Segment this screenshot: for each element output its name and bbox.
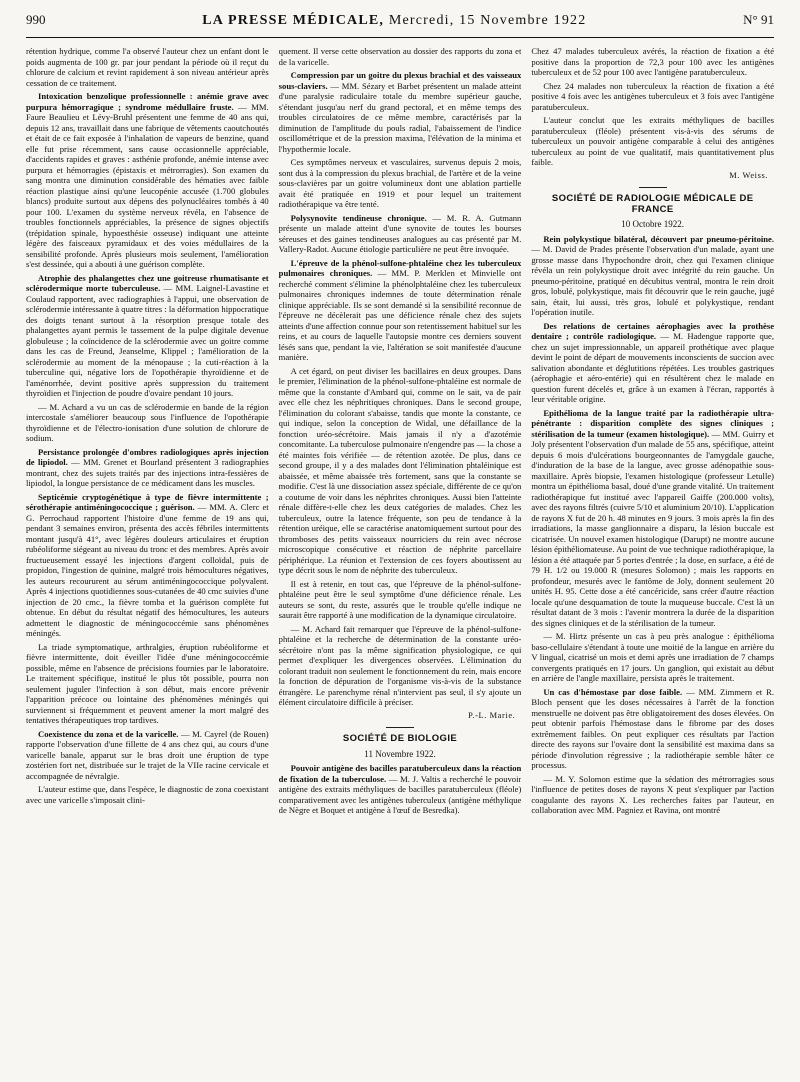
paragraph <box>26 46 269 88</box>
paragraph-text: Il est à retenir, en tout cas, que l'épreuve de la phénol-sulfone-phtaléine peut être le seul symptôme d'une déficience rénale. Les auteurs se sont, du reste, assurés que le trouble qu'elle indique ne saurait être rapporté à une modification de la dynamique circulatoire. <box>278 578 522 620</box>
paragraph-heading: Atrophie des phalangettes chez une goitreuse rhumatisante et sclérodermique morte tuberculeuse. <box>26 272 269 293</box>
paragraph-heading: Coexistence du zona et de la varicelle. <box>38 728 179 739</box>
paragraph <box>531 687 774 771</box>
paragraph-text: — M. Hirtz présente un cas à peu près analogue : épithélioma baso-cellulaire s'étendant à toute une moitié de la langue en arrière du V lingual, cicatrisé un mois et demi après une irradiation de 7 champs convergents pratiqués en 17 jours. Un ganglion, qui existait au début en arrière de l'angle maxillaire, persista après le traitement. <box>531 631 774 683</box>
paragraph <box>531 234 774 318</box>
paragraph <box>531 46 774 78</box>
paragraph <box>26 729 269 782</box>
paragraph-heading: Polysynovite tendineuse chronique. <box>290 212 427 223</box>
paragraph <box>26 642 269 726</box>
paragraph <box>26 273 269 399</box>
paragraph-heading: Pouvoir antigène des bacilles paratuberculeux dans la réaction de fixation de la tuberculose. <box>278 763 522 784</box>
section-date: 10 Octobre 1922. <box>621 219 685 229</box>
paragraph <box>279 763 522 816</box>
paragraph <box>279 579 522 621</box>
paragraph <box>279 70 522 154</box>
paragraph-text: — M. Hadengue rapporte que, chez un sujet impressionnable, un appareil prothétique avec plaque devint le point de départ de mouvements inconscients de succion avec salivation abondante et déglutitions répétées. Les troubles gastriques (aérophagie et aéro-entérie) qui en résultèrent chez le malade en question furent décelés et, grâce à un examen à l'écran, rapportés à leur véritable origine. <box>531 331 774 404</box>
paragraph-heading: Des relations de certaines aérophagies avec la prothèse dentaire ; contrôle radiologique. <box>531 320 774 341</box>
paragraph-text: Ces symptômes nerveux et vasculaires, survenus depuis 2 mois, sont dus à la compression du plexus brachial, de l'artère et de la veine sous-clavières par un goitre volumineux dont une ablation partielle avait été pratiquée en 1919 et pour lequel un traitement radiothérapique va être tenté. <box>278 157 522 209</box>
paragraph <box>26 784 269 805</box>
column-left <box>26 46 269 1076</box>
paragraph-heading: Septicémie cryptogénétique à type de fièvre intermittente ; sérothérapie antiméningococcique ; guérison. <box>26 491 269 512</box>
paragraph-text: — M. J. Valtis a recherché le pouvoir antigène des extraits méthyliques de bacilles paratuberculeux (fléole) comparativement avec les antigènes tuberculeux (antigène méthylique de Nègre et Boquet et antigène à l'œuf de Besredka). <box>278 773 522 815</box>
paragraph-heading: L'épreuve de la phénol-sulfone-phtaléine chez les tuberculeux pulmonaires chroniques. <box>278 257 522 278</box>
paragraph-text: L'auteur conclut que les extraits méthyliques de bacilles paratuberculeux (fléole) présentent vis-à-vis des sérums de tuberculeux un pouvoir antigène comparable à celui des antigènes tuberculeux au point de vue qualitatif, mais quantitativement plus faible. <box>531 115 774 167</box>
paragraph-text: — MM. Zimmern et R. Bloch pensent que les doses nécessaires à l'arrêt de la fonction menstruelle ne doivent pas être obligatoirement des doses élevées. On peut obtenir parfois l'hémostase dans le fibrome par des doses extrêmement faibles. On peut expliquer ces résultats par l'action directe des rayons sur l'ovaire dont la sensibilité est maxima dans sa période d'involution régressive ; la radiothérapie semble hâter ce processus. <box>531 686 774 770</box>
paragraph-text: — M. David de Prades présente l'observation d'un malade, ayant une grosse masse dans l'hypochondre droit, chez qui l'examen clinique révéla un rein polykystique droit avec intégrité du rein gauche. Un pneumo-péritoine, pratiqué en décubitus ventral, montra le rein droit gros, lobulé, polykystique, mais fit découvrir que le rein gauche, jugé sain, était, lui aussi, très gros, lobulé et polykystique, rendant l'opération inutile. <box>531 244 774 317</box>
paragraph-text: — M. Y. Solomon estime que la sédation des métrorragies sous l'influence de petites doses de rayons X peut s'expliquer par l'action coagulante des rayons X. Les recherches faites par l'auteur, en collaboration avec MM. Pagniez et Ravina, ont montré <box>531 773 774 815</box>
paragraph-heading: Compression par un goitre du plexus brachial et des vaisseaux sous-claviers. <box>278 70 522 91</box>
paragraph-text: — M. R. A. Gutmann présente un malade atteint d'une synovite de toutes les bourses séreuses et des gaines tendineuses analogues au cas présenté par M. Vallery-Radot. Aucune étiologie particulière ne peut être invoquée. <box>278 212 522 254</box>
paragraph <box>279 213 522 255</box>
journal-title-line <box>202 13 586 29</box>
signature: P.-L. Marie. <box>468 710 516 720</box>
article-columns <box>26 46 774 1076</box>
section-date: 11 Novembre 1922. <box>364 748 436 759</box>
paragraph-text: A cet égard, on peut diviser les bacillaires en deux groupes. Dans le premier, l'élimination de la phénol-sulfone-phtaléine est normale de même que la constante d'Ambard qui, comme on le sait, va de pair avec elle chez les néphritiques chroniques. Dans le second groupe, l'élimination du colorant s'abaisse, tandis que monte la constante, ce qui indique, selon la conception de Widal, une défaillance de la fonction uréo-sécrétoire. Mais jamais il n'y a d'azotémie concomitante. La tuberculose pulmonaire n'engendre pas — la chose a été maintes fois vérifiée — de rétention azotée. De plus, dans ce second groupe, il y a des malades dont l'élimination phtaléinique est abaissée, et même abaissée très fortement, sans que la constante se modifie. C'est là une dissociation assez spéciale, différente de ce qu'on a coutume de voir dans les néphrites chroniques. Aussi bien l'atteinte rénale diffère-t-elle chez les deux catégories de malades. Chez les tuberculeux, outre la latence fréquente, son peu de tendance à la rétention uréique, elle se caractérise anatomiquement surtout pour des thromboses des petits vaisseaux nourriciers du rein avec nécrose microscopique consécutive et réaction de néphrite parcellaire périphérique. La réunion et l'extension de ces foyers aboutissent au type décrit sous le nom de néphrite des tuberculeux. <box>278 365 522 575</box>
paragraph <box>531 81 774 113</box>
paragraph <box>26 492 269 639</box>
issue-date: Mercredi, 15 Novembre 1922 <box>384 13 587 28</box>
paragraph-heading: Persistance prolongée d'ombres radiologiques après injection de lipiodol. <box>26 446 269 467</box>
paragraph <box>279 157 522 210</box>
paragraph-heading: Epithélioma de la langue traité par la radiothérapie ultra-pénétrante : disparition complète des signes cliniques ; stérilisation de la tumeur (examen histologique). <box>531 407 774 439</box>
paragraph <box>531 115 774 168</box>
paragraph-text: rétention hydrique, comme l'a observé l'auteur chez un enfant dont le poids augmenta de 100 gr. par jour pendant la période où il reçut du chlorure de calcium et revint rapidement à son niveau antérieur après cessation de ce traitement. <box>26 46 269 88</box>
paragraph-text: — MM. Faure Beaulieu et Lévy-Bruhl présentent une femme de 40 ans qui, depuis 12 ans, travaillait dans une fabrique de vêtements caoutchoutés et était de ce fait exposée à l'inhalation de vapeurs de benzine, quand elle fut prise récemment, sans cause occasionnelle appréciable, d'accidents rapides et graves : asthénie profonde, anémie intense avec purpura et hémorragies (épistaxis et métrorragies). Son examen du sang montra une diminution considérable des hématies avec faible réaction plastique ainsi qu'une leucopénie accusée (1.700 globules blancs) produite surtout aux dépens des polynucléaires tombés à 40 pour 100. L'examen du système nerveux révéla, en l'absence de troubles fonctionnels appréciables, la présence de signes objectifs (trépidation spinale, hypoesthésie osseuse) indiquant une atteinte légère des faisceaux pyramidaux et des voies médullaires de la sensibilité profonde. Après plusieurs mois seulement, l'amélioration s'est dessinée, qui a abouti à une guérison complète. <box>26 101 269 269</box>
paragraph-text: — M. Cayrel (de Rouen) rapporte l'observation d'une fillette de 4 ans chez qui, au cours d'une varicelle banale, apparut sur le bras droit une éruption de type zostérien fort net, distribuée sur le trajet de la VIIe racine cervicale et accompagnée de névralgie. <box>26 728 269 781</box>
paragraph-text: — MM. A. Clerc et G. Perrochaud rapportent l'histoire d'une femme de 19 ans qui, pendant 3 semaines environ, présenta des accès fébriles intermittents montant jusqu'à 41°, avec légères douleurs articulaires et éruption rubéoliforme siégeant au niveau du tronc et des membres. Après avoir fructueusement essayé les injections d'argent colloïdal, puis de propidon, l'ingestion de quinine, malgré trois hémocultures négatives, les auteurs recoururent au sérum antiméningococcique polyvalent. Après 4 injections quotidiennes sous-cutanées de 40 cmc suivies d'une injection de 20 cmc., la fièvre tomba et la guérison complète fut obtenue. En début du résultat négatif des hémocultures, les auteurs admettent le diagnostic de méningococcémie sans phénomènes méningés. <box>26 502 269 638</box>
paragraph-heading: Intoxication benzolique professionnelle : anémie grave avec purpura hémorragique ; syndrome médullaire fruste. <box>26 91 269 112</box>
paragraph-text: — MM. Grenet et Bourland présentent 3 radiographies montrant, chez des sujets traités par des injections intra-fessières de lipiodol, la longue persistance de ce médicament dans les muscles. <box>26 457 269 488</box>
column-right <box>531 46 774 1076</box>
paragraph-text: — MM. Laignel-Lavastine et Coulaud rapportent, avec radiographies à l'appui, une observation de sclérodermie intéressante à quatre titres : la déformation hippocratique des doigts tenant surtout à la résorption presque totale des phalangettes ayant permis le tassement de la pulpe digitale devenue globuleuse ; la coïncidence de la sclérodermie avec un goitre comme dans les cas de Freund, Jeanselme, Klippel ; l'amélioration de la sclérodermie au moment de la ménopause ; la cuti-réaction à la tuberculine qui, négative lors de l'opothérapie thyroïdienne et de l'aménorrhée, devint positive après suppression du traitement thyroïdien et l'injection de poudre d'ovaire pendant 10 jours. <box>26 283 269 398</box>
signature: M. Weiss. <box>729 170 769 180</box>
paragraph-text: — M. Achard fait remarquer que l'épreuve de la phénol-sulfone-phtaléine et la recherche de détermination de la constante uréo-sécrétoire n'ont pas la même signification physiologique, ce qui permet d'expliquer les divergences observées. L'élimination du colorant traduit non seulement le fonctionnement du rein, mais encore la fonction de dépuration de l'organisme vis-à-vis de la substance étrangère. Le parenchyme rénal n'intervient pas seul, il s'y ajoute un élément circulatoire difficile à préciser. <box>278 623 522 707</box>
paragraph-text: — MM. Sézary et Barbet présentent un malade atteint d'une paralysie radiculaire totale du membre supérieur gauche, s'étendant jusqu'au nerf du grand pectoral, et en même temps des troubles circulatoires de ce même membre, caractérisés par la diminution de l'amplitude du pouls radial, l'abaissement de l'indice oscillométrique et de la pression maxima, l'élévation de la minima et l'hypothermie locale. <box>278 80 522 154</box>
paragraph <box>531 631 774 684</box>
page-number: 990 <box>26 12 46 27</box>
paragraph <box>279 366 522 576</box>
paragraph <box>26 447 269 489</box>
paragraph <box>279 258 522 363</box>
paragraph <box>279 46 522 67</box>
section-divider <box>386 727 414 728</box>
paragraph <box>531 321 774 405</box>
section-title: SOCIÉTÉ DE BIOLOGIE <box>342 733 458 744</box>
paragraph-text: — MM. Guirry et Joly présentent l'observation d'un malade de 55 ans, spécifique, atteint depuis 6 mois d'ulcérations bourgeonnantes de l'amygdale gauche, d'induration de la base de la langue, avec grosse adénopathie sous-maxillaire. Après biopsie, l'examen histologique (professeur Letulle) montra un épithélioma basal, doué d'une grande vitalité. Un traitement radiothérapique fut institué avec l'appareil Gaiffe (200.000 volts), avec des rayons filtrés (cuivre 5/10 et aluminium 20/10). L'application de rayons X fut de 20 h. 48 minutes en 9 jours. 3 mois après la fin des irradiations, la masse ganglionnaire a disparu, la lésion buccale est cicatrisée. Un nouvel examen histologique (Darupt) ne montre aucune lésion épithéliomateuse. Au point de vue technique radiothérapique, la lésion a été attaquée par 5 portes d'entrée ; la dose, en surface, a été de 79 H. 1/2 ou 19.000 R (mesures Solomon) ; mais les rapports en profondeur, mesurés avec le fantôme de Joly, donnent seulement 20 unités H. 95. Cette dose a été cancéricide, sans créer d'autre réaction locale qu'une desquamation de toute la muqueuse buccale. C'est là un résultat datant de 3 mois : l'avenir montrera la durée de la disparition des signes cliniques et de la stérilisation de la tumeur. <box>531 428 774 628</box>
issue-number: N° 91 <box>743 12 774 27</box>
section-title: SOCIÉTÉ DE RADIOLOGIE MÉDICALE DE FRANCE <box>551 193 754 215</box>
masthead <box>26 12 774 38</box>
paragraph-text: Chez 24 malades non tuberculeux la réaction de fixation a été positive 4 fois avec les antigènes tuberculeux et 3 fois avec l'antigène paratuberculeux. <box>531 80 774 112</box>
paragraph <box>531 774 774 816</box>
paragraph-text: Chez 47 malades tuberculeux avérés, la réaction de fixation a été positive dans la proportion de 72,3 pour 100 avec les antigènes tuberculeux et de 52 pour 100 avec l'antigène paratuberculeux. <box>531 46 774 77</box>
section-divider <box>639 187 667 188</box>
paragraph <box>26 91 269 270</box>
journal-name: LA PRESSE MÉDICALE, <box>202 13 385 28</box>
paragraph <box>26 402 269 444</box>
paragraph-heading: Rein polykystique bilatéral, découvert par pneumo-péritoine. <box>543 233 774 244</box>
paragraph <box>279 624 522 708</box>
paragraph-text: quement. Il verse cette observation au dossier des rapports du zona et de la varicelle. <box>278 46 522 67</box>
column-middle <box>279 46 522 1076</box>
paragraph-text: — M. Achard a vu un cas de sclérodermie en bande de la région intercostale s'améliorer beaucoup sous l'influence de l'opothérapie thyroïdienne et de l'électro-ionisation d'une solution de chlorure de sodium. <box>26 401 269 443</box>
paragraph-heading: Un cas d'hémostase par dose faible. <box>543 686 683 697</box>
paragraph-text: L'auteur estime que, dans l'espèce, le diagnostic de zona coexistant avec une varicelle s'imposait clini- <box>26 784 269 805</box>
paragraph-text: La triade symptomatique, arthralgies, éruption rubéoliforme et fièvre intermittente, doit éveiller l'idée d'une méningococcémie possible, même en l'absence de précisions fournies par le laboratoire. Le traitement spécifique, institué le plus tôt possible, pourra non seulement juguler l'infection à son début, mais encore prévenir l'apparition précoce ou lointaine des phénomènes méningés qui surviennent si fréquemment et peuvent amener la mort malgré des tentatives thérapeutiques trop tardives. <box>26 641 269 725</box>
paragraph <box>531 408 774 629</box>
paragraph-text: — MM. P. Merklen et Minvielle ont recherché comment s'élimine la phénolphtaléine chez les tuberculeux pulmonaires chroniques indemnes de toute détermination rénale clinique appréciable. Ils se sont demandé si la sensibilité reconnue de l'épreuve ne décèlerait pas une déficience rénale chez des sujets atteints d'une affection connue pour son retentissement habituel sur les reins, et au cours de laquelle l'autopsie montre ces derniers souvent lésés sans que, pendant la vie, l'altération se soit manifestée d'aucune manière. <box>278 268 522 362</box>
